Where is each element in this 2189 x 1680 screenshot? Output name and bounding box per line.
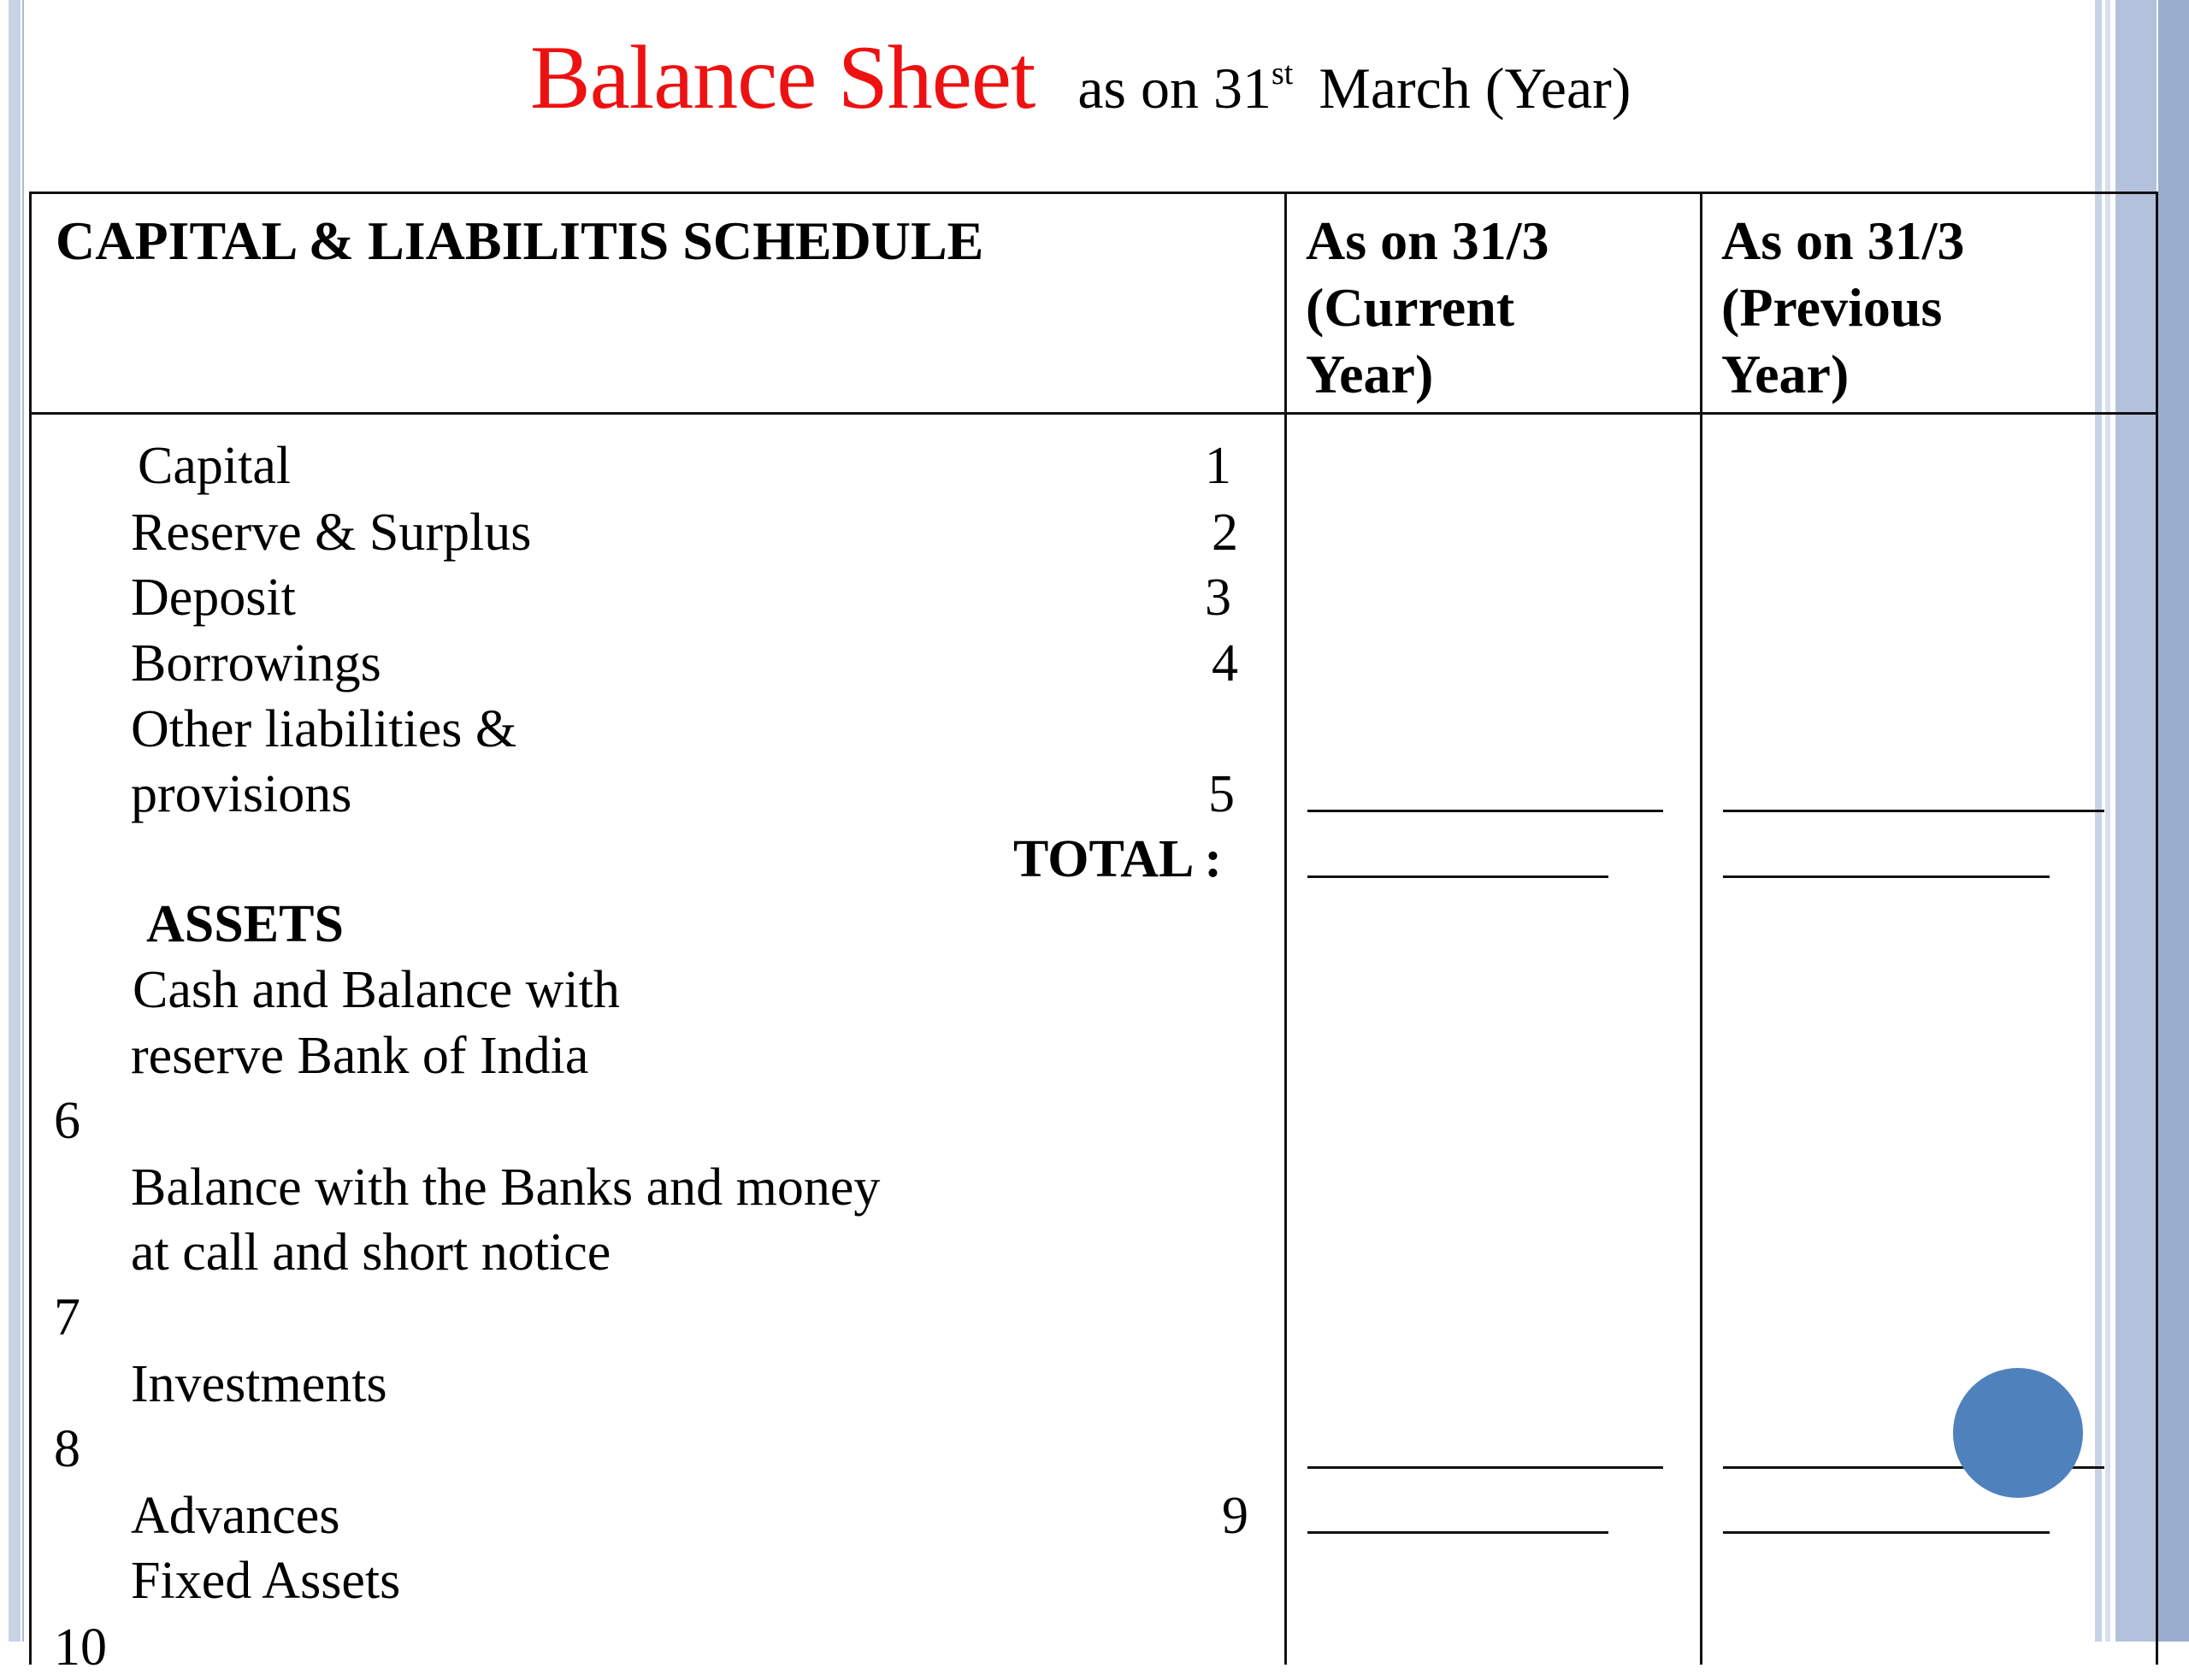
subtotal-underline [1307, 1466, 1663, 1469]
liability-label: Reserve & Surplus [131, 504, 532, 562]
subtotal-underline [1723, 810, 2104, 812]
column-divider [1700, 194, 1702, 1665]
slide-frame-left-line [22, 0, 24, 1642]
header-divider [32, 412, 2156, 415]
asset-label: at call and short notice [131, 1223, 611, 1282]
schedule-number: 5 [1208, 765, 1235, 823]
liability-label: Capital [138, 437, 292, 495]
asset-label: Cash and Balance with [133, 961, 620, 1019]
asset-label: Investments [131, 1355, 387, 1413]
title-date-superscript: st [1272, 56, 1294, 91]
title-main: Balance Sheet [530, 27, 1035, 127]
subtotal-underline [1723, 1531, 2050, 1534]
schedule-number: 8 [54, 1420, 80, 1478]
schedule-number: 1 [1205, 437, 1231, 495]
subtotal-underline [1307, 1531, 1608, 1534]
column-divider [1284, 194, 1287, 1665]
schedule-number: 4 [1212, 634, 1238, 693]
slide-title [530, 26, 1631, 130]
total-label: TOTAL : [1013, 830, 1223, 888]
asset-label: Advances [131, 1487, 340, 1545]
header-schedule: CAPITAL & LIABILITIS SCHEDULE [56, 210, 984, 271]
liability-label: provisions [131, 765, 352, 823]
total-underline [1723, 875, 2050, 878]
schedule-number: 2 [1212, 504, 1238, 562]
asset-label: Balance with the Banks and money [131, 1158, 881, 1217]
liability-label: Deposit [131, 569, 296, 627]
schedule-number: 7 [54, 1288, 80, 1347]
subtotal-underline [1307, 810, 1663, 812]
schedule-number: 6 [54, 1092, 80, 1150]
schedule-number: 10 [54, 1618, 107, 1677]
liability-label: Borrowings [131, 634, 381, 693]
schedule-number: 3 [1205, 569, 1231, 627]
header-current-year: As on 31/3 (Current Year) [1306, 210, 1549, 404]
liability-label: Other liabilities & [131, 700, 517, 758]
title-date-suffix: March (Year) [1319, 56, 1631, 121]
assets-heading: ASSETS [146, 895, 344, 953]
asset-label: Fixed Assets [131, 1552, 401, 1610]
total-underline [1307, 875, 1608, 878]
asset-label: reserve Bank of India [131, 1027, 589, 1085]
title-date-prefix: as on 31 [1077, 56, 1272, 121]
slide-frame-right [2158, 0, 2189, 1642]
decorative-circle [1953, 1368, 2083, 1498]
header-previous-year: As on 31/3 (Previous Year) [1721, 210, 1965, 404]
slide-frame-left [9, 0, 21, 1642]
balance-sheet-table [29, 192, 2158, 1677]
schedule-number: 9 [1222, 1487, 1248, 1545]
